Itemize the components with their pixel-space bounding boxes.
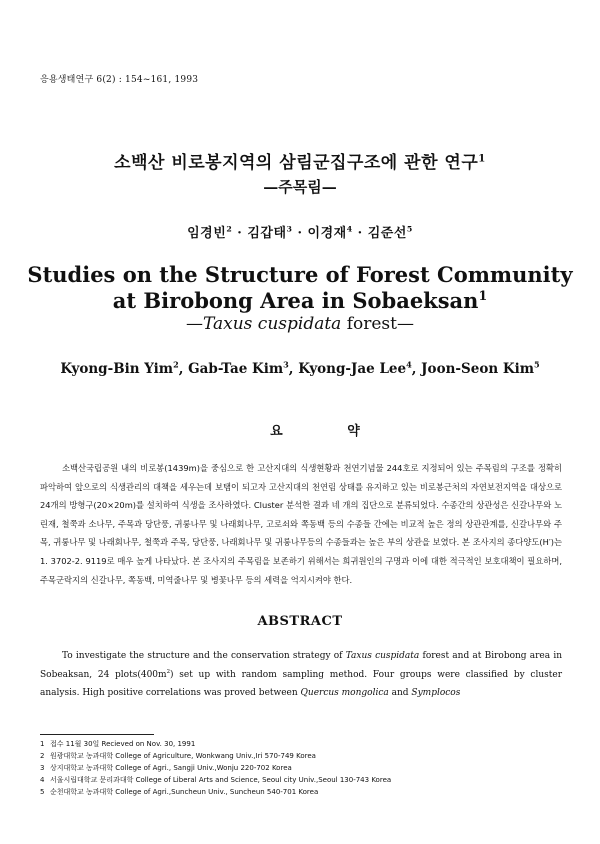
korean-title (0, 148, 600, 173)
title-footnote-mark: 1 (478, 288, 488, 303)
author-footnote-mark: 3 (286, 224, 293, 234)
subtitle-dash-right: — (397, 314, 414, 334)
abstract-text: and (388, 688, 412, 698)
author-footnote-mark: 5 (406, 224, 413, 234)
species-name: Symplocos (411, 688, 461, 698)
journal-header: 응용생태연구 6(2) : 154~161, 1993 (40, 75, 199, 85)
species-name: Quercus mongolica (300, 688, 389, 698)
korean-author: 김준선 (367, 226, 407, 241)
footnote-text: 순천대학교 농과대학 College of Agri.,Suncheun Univ., Suncheun 540-701 Korea (50, 788, 319, 796)
english-title-line-1: Studies on the Structure of Forest Community (27, 262, 573, 287)
korean-authors (0, 222, 600, 241)
footnote (40, 786, 570, 798)
footnote-number: 3 (40, 764, 45, 772)
footnote-text: 상지대학교 농과대학 College of Agri., Sangji Univ.,Wonju 220-702 Korea (50, 764, 292, 772)
author-separator: · (292, 226, 308, 241)
korean-title-text: 소백산 비로봉지역의 삼림군집구조에 관한 연구 (114, 153, 479, 173)
author-separator: · (232, 226, 248, 241)
author-footnote-mark: 3 (283, 359, 289, 370)
author-footnote-mark: 4 (406, 359, 412, 370)
abstract-text: forest and at Birobong area in Sobeaksan, 24 plots(400m (40, 651, 562, 680)
footnote-divider (40, 734, 154, 735)
english-title-line-2-text: at Birobong Area in Sobaeksan (112, 288, 479, 313)
korean-author: 이경재 (307, 226, 347, 241)
title-footnote-mark: 1 (478, 152, 486, 165)
footnote (40, 762, 570, 774)
species-name: Taxus cuspidata (202, 314, 342, 334)
korean-abstract-heading: 요 약 (270, 424, 390, 439)
author-footnote-mark: 5 (534, 359, 540, 370)
footnote-number: 4 (40, 776, 45, 784)
footnote-text: 서울시립대학교 문리과대학 College of Liberal Arts and Science, Seoul city Univ.,Seoul 130-743 Korea (50, 776, 392, 784)
english-subtitle (0, 314, 600, 334)
english-author: Gab-Tae Kim (188, 361, 284, 377)
english-title-line-2 (0, 288, 600, 313)
korean-author: 임경빈 (187, 226, 227, 241)
footnote-text: 원광대학교 농과대학 College of Agriculture, Wonkwang Univ.,Iri 570-749 Korea (50, 752, 316, 760)
footnotes (40, 738, 570, 798)
english-author: Joon-Seon Kim (421, 361, 534, 377)
subtitle-dash-left: — (185, 314, 203, 334)
species-name: Taxus cuspidata (345, 651, 420, 661)
footnote-text: 접수 11월 30일 Recieved on Nov. 30, 1991 (50, 740, 196, 748)
footnote (40, 774, 570, 786)
author-footnote-mark: 4 (346, 224, 353, 234)
korean-author: 김갑태 (247, 226, 287, 241)
english-abstract-body (40, 647, 562, 703)
english-abstract-heading: ABSTRACT (257, 614, 343, 629)
subtitle-rest: forest (341, 314, 397, 334)
author-separator: · (352, 226, 368, 241)
unit-superscript: 2 (166, 668, 171, 675)
footnote (40, 738, 570, 750)
abstract-text: ) set up with random sampling method. Four groups were classified by cluster analysis. High positive correlations was proved between (40, 669, 563, 698)
author-separator: , (288, 361, 299, 377)
footnote-number: 5 (40, 788, 45, 796)
author-separator: , (178, 361, 189, 377)
author-separator: , (411, 361, 422, 377)
author-footnote-mark: 2 (173, 359, 179, 370)
footnote-number: 2 (40, 752, 45, 760)
korean-abstract-body: 소백산국립공원 내의 비로봉(1439m)을 중심으로 한 고산지대의 식생현황과 천연기념물 244호로 지정되어 있는 주목림의 구조를 정확히 파악하여 앞으로의 식생관리의 대책을 세우는데 보탬이 되고자 고산지대의 천연림 상태를 유지하고 있는 비로봉근처의 자연보전지역을 대상으로 24개의 방형구(20×20m)를 설치하여 식생을 조사하였다. Cluster 분석한 결과 네 개의 집단으로 분류되었다. 수종간의 상관성은 신갈나무와 노린재, 철쭉과 소나무, 주목과 당단풍, 귀룽나무 및 나래회나무, 고로쇠와 쪽동백 등의 수종들 간에는 비교적 높은 정의 상관관계를, 신갈나무와 주목, 귀룽나무 및 나래회나무, 철쭉과 주목, 당단풍, 나래회나무 및 귀룽나무등의 수종들과는 높은 부의 상관을 보였다. 본 조사지의 종다양도(H′)는 1. 3702-2. 9119로 매우 높게 나타났다. 본 조사지의 주목림을 보존하기 위해서는 희귀원인의 구명과 이에 대한 적극적인 보호대책이 필요하며, 주목군락지의 신갈나무, 쪽동백, 미역줄나무 및 병꽃나무 등의 세력을 억지시켜야 한다. (40, 463, 562, 585)
footnote-number: 1 (40, 740, 45, 748)
english-authors (0, 361, 600, 377)
english-author: Kyong-Bin Yim (60, 361, 174, 377)
abstract-text: To investigate the structure and the conservation strategy of (62, 651, 346, 661)
author-footnote-mark: 2 (226, 224, 233, 234)
footnote (40, 750, 570, 762)
english-author: Kyong-Jae Lee (298, 361, 407, 377)
korean-subtitle: —주목림— (263, 178, 337, 196)
